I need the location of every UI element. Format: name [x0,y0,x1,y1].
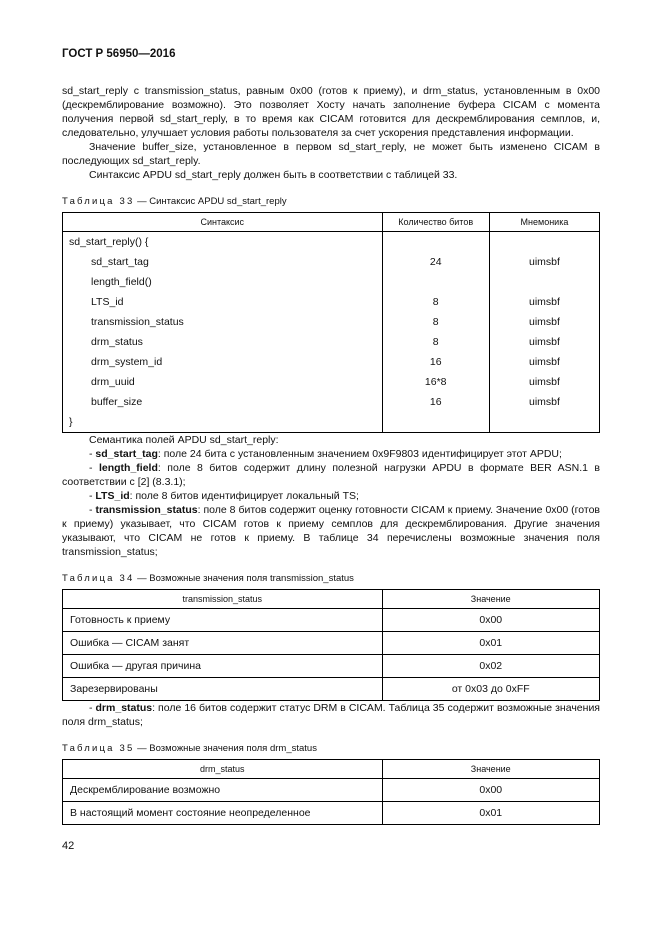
syntax-cell: drm_uuid [63,372,383,392]
field-term: length_field [98,462,158,474]
syntax-cell: LTS_id [63,292,383,312]
paragraph-syntax-ref: Синтаксис APDU sd_start_reply должен быть в соответствии с таблицей 33. [89,169,458,181]
list-dash: - [89,462,99,474]
mnemonic-cell: uimsbf [489,392,599,412]
status-value-cell: 0x02 [382,655,600,678]
table-row [63,252,600,272]
table35-col-value: Значение [382,760,600,779]
semantics-intro: Семантика полей APDU sd_start_reply: [89,434,279,446]
table-row [63,412,600,433]
table-row [63,292,600,312]
paragraph-buffer-size: Значение buffer_size, установленное в первом sd_start_reply, не может быть изменено CICAM в последующих sd_start_reply. [62,141,600,167]
table-row [63,802,600,825]
status-name-cell: Ошибка — CICAM занят [63,632,383,655]
table33-header-row [63,213,600,232]
semantics-item-drm-status [62,701,600,729]
table33-caption-label: Таблица 33 [62,196,135,207]
list-dash: - [89,702,96,714]
bits-cell: 24 [382,252,489,272]
mnemonic-cell: uimsbf [489,252,599,272]
bits-cell: 8 [382,312,489,332]
field-term: sd_start_tag [95,448,158,460]
status-name-cell: Дескремблирование возможно [63,779,383,802]
syntax-cell: } [63,412,383,433]
field-description: : поле 16 битов содержит статус DRM в CICAM. Таблица 35 содержит возможные значения поля drm_status; [62,702,600,728]
mnemonic-cell: uimsbf [489,312,599,332]
table34-caption-title: — Возможные значения поля transmission_status [137,573,354,584]
table-row [63,332,600,352]
status-name-cell: В настоящий момент состояние неопределенное [63,802,383,825]
syntax-cell: transmission_status [63,312,383,332]
doc-number: ГОСТ Р 56950—2016 [62,48,176,60]
bits-cell: 8 [382,332,489,352]
syntax-cell: buffer_size [63,392,383,412]
field-description: : поле 24 бита с установленным значением 0x9F9803 идентифицирует этот APDU; [157,448,562,460]
bits-cell [382,272,489,292]
table-row [63,232,600,253]
table33-col-mnemonic: Мнемоника [489,213,599,232]
semantics-item-sd-start-tag [62,447,600,461]
status-value-cell: от 0x03 до 0xFF [382,678,600,701]
status-name-cell: Ошибка — другая причина [63,655,383,678]
mnemonic-cell [489,272,599,292]
table35-header-row [63,760,600,779]
bits-cell [382,412,489,433]
syntax-cell: length_field() [63,272,383,292]
table-row [63,678,600,701]
table35-caption [62,743,600,754]
table34-col-value: Значение [382,590,600,609]
table-row [63,779,600,802]
field-term: drm_status [95,702,153,714]
table35-caption-label: Таблица 35 [62,743,135,754]
table-row [63,272,600,292]
mnemonic-cell [489,232,599,253]
table34-header-row [63,590,600,609]
syntax-cell: sd_start_tag [63,252,383,272]
semantics-item-lts-id [62,489,600,503]
bits-cell: 8 [382,292,489,312]
table-row [63,609,600,632]
field-description: : поле 8 битов идентифицирует локальный TS; [129,490,359,502]
status-name-cell: Зарезервированы [63,678,383,701]
table34-transmission-status-values [62,589,600,701]
table-row [63,352,600,372]
status-value-cell: 0x01 [382,802,600,825]
bits-cell: 16 [382,352,489,372]
field-term: transmission_status [95,504,198,516]
syntax-cell: drm_system_id [63,352,383,372]
paragraph-transmission-intro: sd_start_reply с transmission_status, равным 0x00 (готов к приему), и drm_status, установленным в 0x00 (дескремблирование возможно). Это позволяет Хосту начать заполнение буфера CICAM с момента получения первой sd_start_reply, в то время как CICAM готовится для дескремблирования семплов, и, следовательно, улучшает условия работы пользователя за счет ускорения представления информации. [62,85,600,139]
semantics-item-transmission-status [62,503,600,559]
field-description: : поле 8 битов содержит длину полезной нагрузки APDU в формате BER ASN.1 в соответствии с [2] (8.3.1); [62,462,600,488]
table34-caption-label: Таблица 34 [62,573,135,584]
table33-col-syntax: Синтаксис [63,213,383,232]
semantics-item-length-field [62,461,600,489]
syntax-cell: sd_start_reply() { [63,232,383,253]
table-row [63,655,600,678]
table34-caption [62,573,600,584]
status-name-cell: Готовность к приему [63,609,383,632]
mnemonic-cell: uimsbf [489,372,599,392]
table35-drm-status-values [62,759,600,825]
table34-col-name: transmission_status [63,590,383,609]
list-dash: - [89,448,96,460]
bits-cell [382,232,489,253]
table33-syntax [62,212,600,433]
bits-cell: 16*8 [382,372,489,392]
bits-cell: 16 [382,392,489,412]
list-dash: - [89,504,96,516]
mnemonic-cell [489,412,599,433]
table33-col-bits: Количество битов [382,213,489,232]
field-description: : поле 8 битов содержит оценку готовности CICAM к приему. Значение 0x00 (готов к приему) указывает, что CICAM готов к приему семплов для дескремблирования. Другие значения указывают, что CICAM не готов к приему. В таблице 34 перечислены возможные значения поля transmission_status; [62,504,600,558]
page-number: 42 [62,840,75,852]
status-value-cell: 0x01 [382,632,600,655]
field-term: LTS_id [95,490,130,502]
mnemonic-cell: uimsbf [489,332,599,352]
mnemonic-cell: uimsbf [489,292,599,312]
table35-caption-title: — Возможные значения поля drm_status [137,743,317,754]
table33-caption-title: — Синтаксис APDU sd_start_reply [137,196,287,207]
table-row [63,312,600,332]
table-row [63,632,600,655]
status-value-cell: 0x00 [382,779,600,802]
list-dash: - [89,490,96,502]
syntax-cell: drm_status [63,332,383,352]
table-row [63,372,600,392]
table-row [63,392,600,412]
table35-col-name: drm_status [63,760,383,779]
table33-caption [62,196,600,207]
mnemonic-cell: uimsbf [489,352,599,372]
status-value-cell: 0x00 [382,609,600,632]
